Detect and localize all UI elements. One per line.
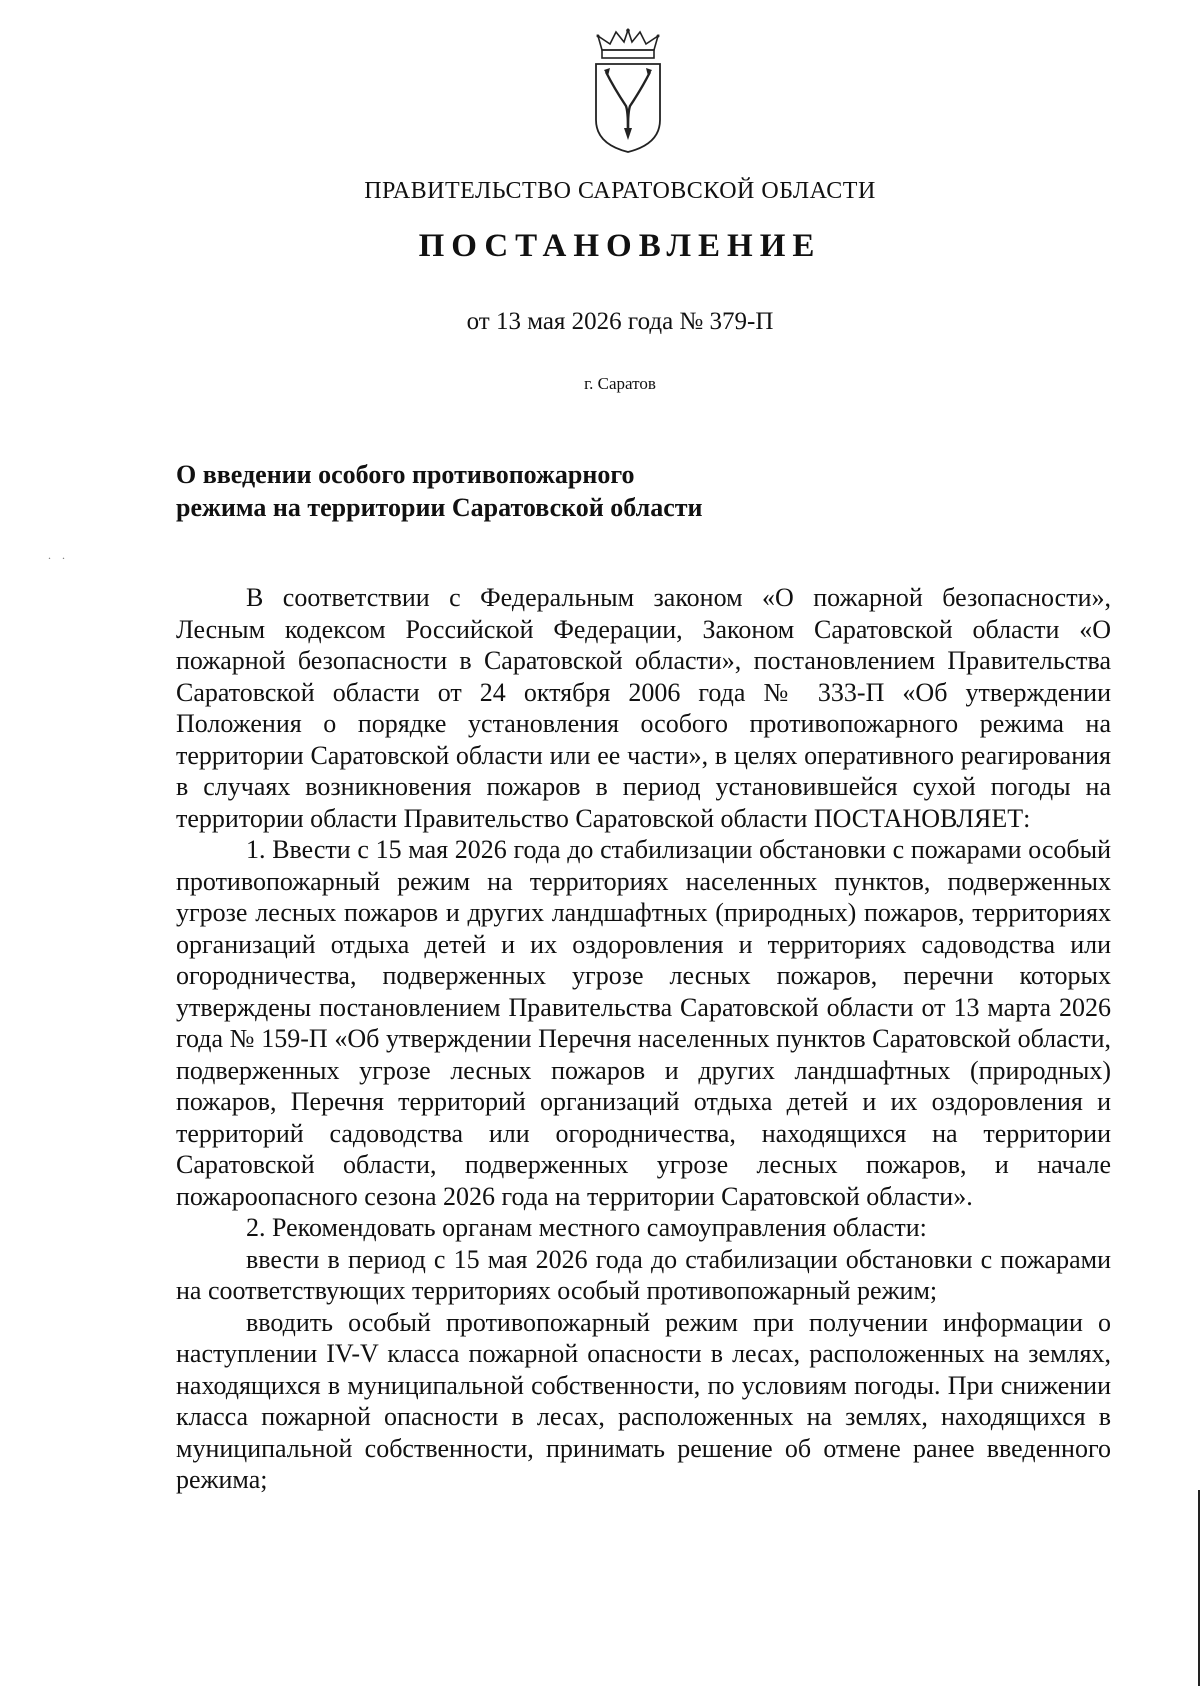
document-body	[176, 582, 1111, 1496]
government-name: ПРАВИТЕЛЬСТВО САРАТОВСКОЙ ОБЛАСТИ	[364, 178, 876, 204]
subject-line-1: О введении особого противопожарного	[176, 460, 635, 489]
subject-line-2: режима на территории Саратовской области	[176, 493, 703, 522]
document-subject	[176, 458, 876, 524]
saratov-coat-of-arms-icon	[588, 28, 668, 154]
document-type: ПОСТАНОВЛЕНИЕ	[418, 228, 822, 264]
document-city: г. Саратов	[584, 374, 656, 393]
document-date-number: от 13 мая 2026 года № 379-П	[466, 308, 774, 335]
paragraph-item-2: 2. Рекомендовать органам местного самоуправления области:	[246, 1213, 927, 1242]
paragraph-item-1: 1. Ввести с 15 мая 2026 года до стабилизации обстановки с пожарами особый противопожарный режим на территориях населенных пунктов, подверженных угрозе лесных пожаров и других ландшафтных (природных) пожаров, территориях организаций отдыха детей и их оздоровления и территориях садоводства или огородничества, подверженных угрозе лесных пожаров, перечни которых утверждены постановлением Правительства Саратовской области от 13 марта 2026 года № 159-П «Об утверждении Перечня населенных пунктов Саратовской области, подверженных угрозе лесных пожаров и других ландшафтных (природных) пожаров, Перечня территорий организаций отдыха детей и их оздоровления и территорий садоводства или огородничества, находящихся на территории Саратовской области, подверженных угрозе лесных пожаров, и начале пожароопасного сезона 2026 года на территории Саратовской области».	[176, 835, 1111, 1211]
paragraph-item-2-sub-2: вводить особый противопожарный режим при получении информации о наступлении IV-V класса пожарной опасности в лесах, расположенных на землях, находящихся в муниципальной собственности, по условиям погоды. При снижении класса пожарной опасности в лесах, расположенных на землях, находящихся в муниципальной собственности, принимать решение об отмене ранее введенного режима;	[176, 1307, 1111, 1494]
paragraph-item-2-sub-1: ввести в период с 15 мая 2026 года до стабилизации обстановки с пожарами на соответствующих территориях особый противопожарный режим;	[176, 1244, 1111, 1305]
scan-speck: . .	[48, 548, 69, 562]
paragraph-preamble: В соответствии с Федеральным законом «О пожарной безопасности», Лесным кодексом Российской Федерации, Законом Саратовской области «О пожарной безопасности в Саратовской области», постановлением Правительства Саратовской области от 24 октября 2006 года № 333-П «Об утверждении Положения о порядке установления особого противопожарного режима на территории Саратовской области или ее части», в целях оперативного реагирования в случаях возникновения пожаров в период установившейся сухой погоды на территории области Правительство Саратовской области ПОСТАНОВЛЯЕТ:	[176, 583, 1111, 833]
